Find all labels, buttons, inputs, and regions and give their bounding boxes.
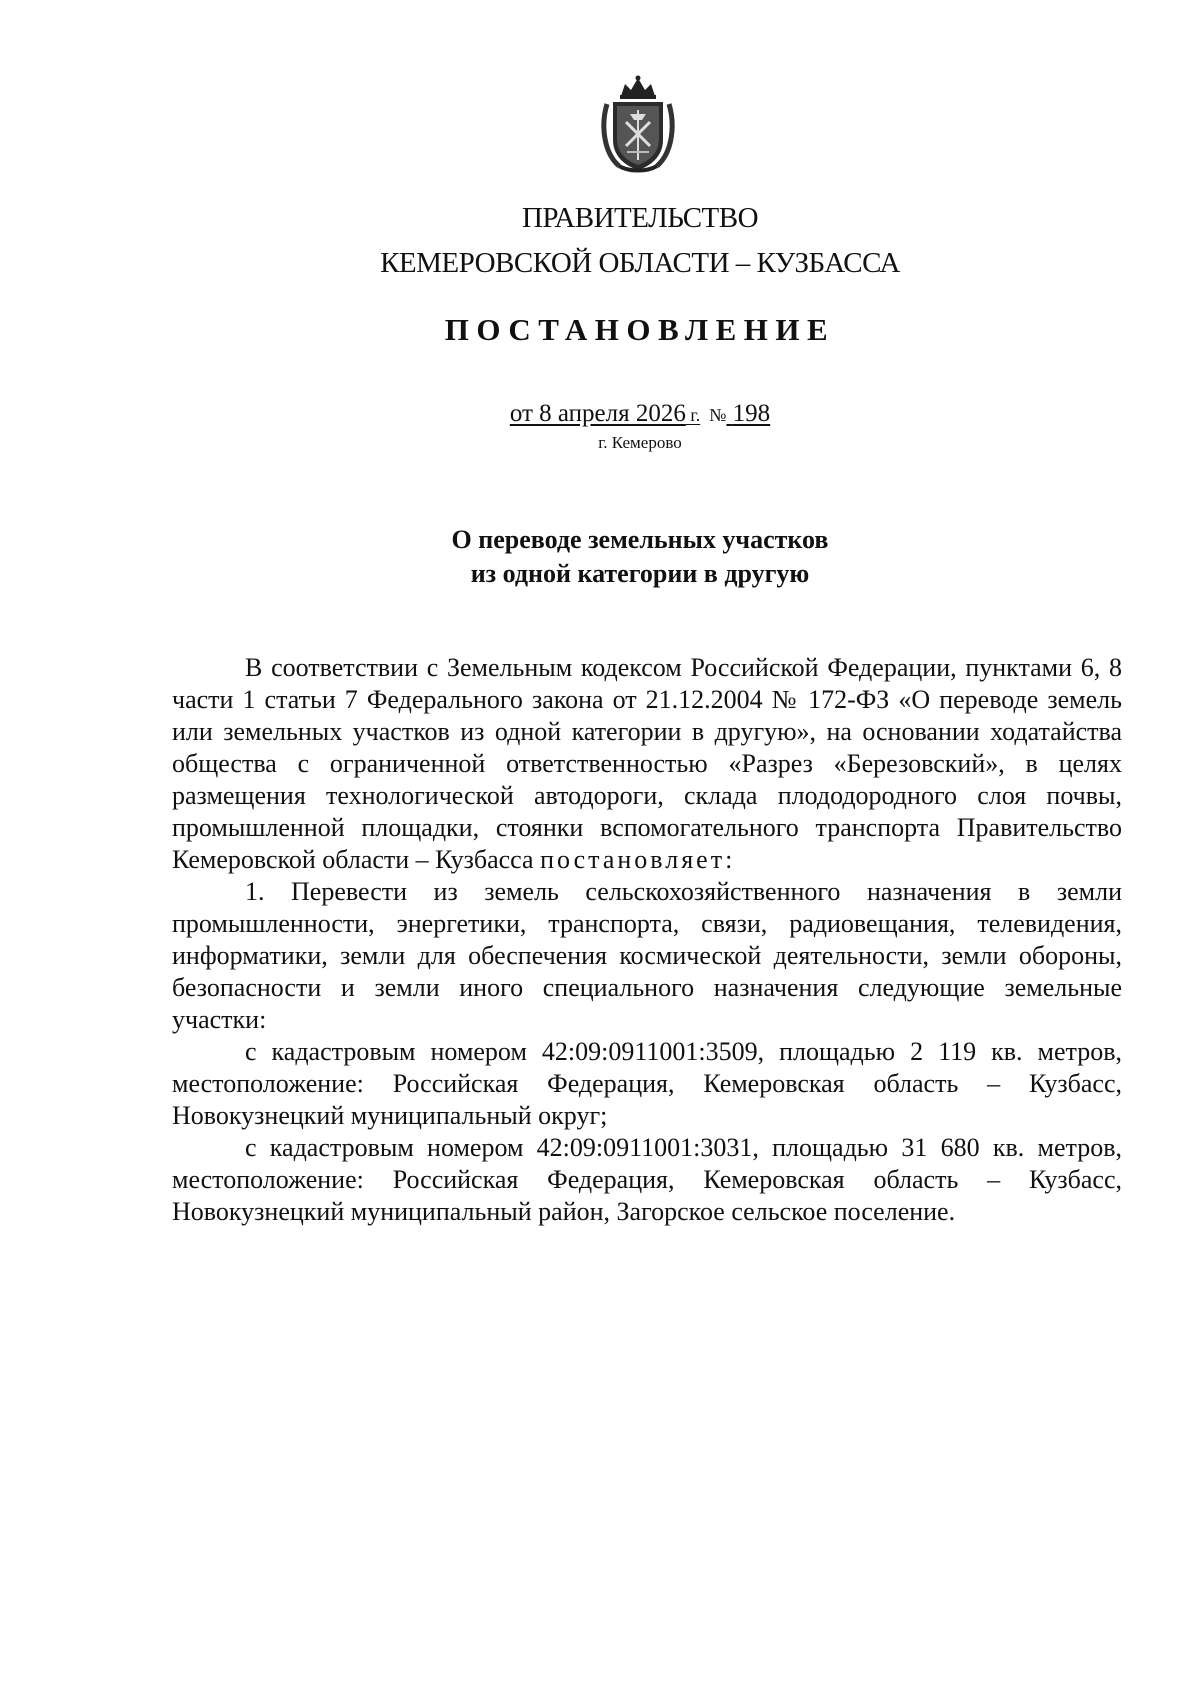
kemerovo-oblast-coat-of-arms-icon [597,74,679,174]
parcel-1-paragraph: с кадастровым номером 42:09:0911001:3509, площадью 2 119 кв. метров, местоположение: Российская Федерация, Кемеровская область – Кузбасс, Новокузнецкий муниципальный округ; [172,1037,1122,1130]
resolves-word: постановляет: [540,845,736,874]
document-body [172,652,1122,1228]
government-name-line-2: КЕМЕРОВСКОЙ ОБЛАСТИ – КУЗБАССА [380,247,900,279]
date-year-suffix: г. [690,405,701,425]
preamble-text: В соответствии с Земельным кодексом Российской Федерации, пунктами 6, 8 части 1 статьи 7 Федерального закона от 21.12.2004 № 172-ФЗ «О переводе земель или земельных участков из одной категории в другую», на основании ходатайства общества с ограниченной ответственностью «Разрез «Березовский», в целях размещения технологической автодороги, склада плододородного слоя почвы, промышленной площадки, стоянки вспомогательного транспорта Правительство Кемеровской области – Кузбасса [172,653,1122,874]
document-type-heading: ПОСТАНОВЛЕНИЕ [444,312,836,347]
number-sign: № [709,405,727,425]
document-date: от 8 апреля 2026 [509,400,686,427]
document-city: г. Кемерово [598,433,682,452]
document-date-number [0,400,1200,428]
parcel-2-paragraph: с кадастровым номером 42:09:0911001:3031, площадью 31 680 кв. метров, местоположение: Российская Федерация, Кемеровская область – Кузбасс, Новокузнецкий муниципальный район, Загорское сельское поселение. [172,1133,1122,1226]
item-1-paragraph: 1. Перевести из земель сельскохозяйственного назначения в земли промышленности, энергетики, транспорта, связи, радиовещания, телевидения, информатики, земли для обеспечения космической деятельности, земли обороны, безопасности и земли иного специального назначения следующие земельные участки: [172,877,1122,1034]
document-title-line-1: О переводе земельных участков [451,525,829,554]
document-number: 198 [732,400,771,427]
document-title-line-2: из одной категории в другую [470,559,810,588]
preamble-paragraph [172,652,1122,876]
government-name-line-1: ПРАВИТЕЛЬСТВО [521,202,759,234]
